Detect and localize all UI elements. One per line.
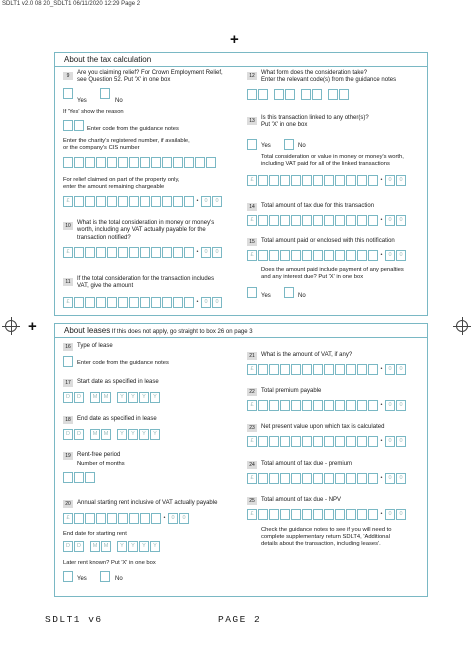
linked-total-note: Total consideration or value in money or money's worth, including VAT paid for all of the linked transactions [261,154,404,168]
question-text: Total amount paid or enclosed with this notification [261,238,395,244]
question-number: 17 [63,379,73,387]
yes-checkbox[interactable] [63,571,73,582]
tax-npv-boxes[interactable]: £ • 0 0 [247,509,407,520]
later-rent-note: Later rent known? Put 'X' in one box [63,560,156,566]
yes-label: Yes [261,293,271,299]
question-number: 16 [63,343,73,351]
no-label: No [298,143,306,149]
question-text: If the total consideration for the transaction includes VAT, give the amount [77,276,215,290]
linked-total-boxes[interactable]: £ • 0 0 [247,175,407,186]
question-text: Rent-free period [77,452,121,458]
question-text: What is the amount of VAT, if any? [261,352,353,358]
question-number: 14 [247,203,257,211]
end-date-boxes[interactable]: D D M M Y Y Y Y [63,429,161,440]
question-text: Start date as specified in lease [77,379,159,385]
tax-calculation-panel [54,52,428,316]
charity-note: Enter the charity's registered number, if available, or the company's CIS number [63,138,190,152]
annual-rent-boxes[interactable]: £ • 0 0 [63,513,190,524]
print-line: SDLT1 v2.0 08 20_SDLT1 06/11/2020 12:29 Page 2 [2,1,141,7]
question-number: 18 [63,416,73,424]
lease-code-note: Enter code from the guidance notes [77,360,169,366]
no-checkbox[interactable] [100,571,110,582]
yes-label: Yes [261,143,271,149]
question-text: Annual starting rent inclusive of VAT actually payable [77,500,218,506]
total-consideration-boxes[interactable]: £ • 0 0 [63,247,223,258]
question-number: 23 [247,424,257,432]
question-text: What form does the consideration take? Enter the relevant code(s) from the guidance notes [261,70,397,84]
no-label: No [115,98,123,104]
registration-crosshair-icon [456,320,468,332]
guidance-check-note: Check the guidance notes to see if you will need to complete supplementary return SDLT4, 'Additional details about the transaction, including leases'. [261,527,392,548]
question-text: What is the total consideration in money or money's worth, including any VAT actually payable for the transaction notified? [77,220,215,241]
question-number: 10 [63,222,73,230]
lease-vat-boxes[interactable]: £ • 0 0 [247,364,407,375]
question-number: 21 [247,352,257,360]
end-date-rent-note: End date for starting rent [63,531,127,537]
question-number: 25 [247,497,257,505]
relief-part-note: For relief claimed on part of the property only, enter the amount remaining chargeable [63,177,180,191]
question-text: End date as specified in lease [77,416,157,422]
question-text: Are you claiming relief? For Crown Employment Relief, see Question 52. Put 'X' in one box [77,70,223,84]
question-text: Total amount of tax due - premium [261,461,353,467]
yes-checkbox[interactable] [63,88,73,99]
page-number: PAGE 2 [218,614,262,625]
lease-type-box[interactable] [63,356,74,367]
tax-premium-boxes[interactable]: £ • 0 0 [247,473,407,484]
yes-checkbox[interactable] [247,139,257,150]
question-number: 19 [63,452,73,460]
question-number: 20 [63,500,73,508]
registration-plus-icon: + [230,31,239,48]
question-number: 24 [247,461,257,469]
section-title: About leases If this does not apply, go straight to box 26 on page 3 [55,324,427,338]
question-text: Total amount of tax due for this transaction [261,203,375,209]
amount-paid-boxes[interactable]: £ • 0 0 [247,250,407,261]
question-text: Total amount of tax due - NPV [261,497,342,503]
question-number: 22 [247,388,257,396]
yes-label: Yes [77,576,87,582]
question-number: 12 [247,72,257,80]
leases-panel [54,323,428,597]
question-number: 15 [247,238,257,246]
registration-crosshair-icon [5,320,17,332]
remaining-amount-boxes[interactable]: £ • 0 0 [63,196,223,207]
registration-plus-icon: + [28,318,37,335]
question-text: Type of lease [77,343,113,349]
enter-code-note: Enter code from the guidance notes [87,126,179,132]
penalties-note: Does the amount paid include payment of any penalties and any interest due? Put 'X' in one box [261,267,404,281]
tax-due-boxes[interactable]: £ • 0 0 [247,215,407,226]
no-checkbox[interactable] [100,88,110,99]
question-number: 9 [63,72,73,80]
npv-boxes[interactable]: £ • 0 0 [247,436,407,447]
no-label: No [115,576,123,582]
form-version: SDLT1 v6 [45,614,103,625]
consideration-code-boxes[interactable] [247,89,350,100]
if-yes-note: If 'Yes' show the reason [63,109,124,115]
yes-label: Yes [77,98,87,104]
question-number: 11 [63,278,73,286]
question-text: Is this transaction linked to any other(s)? Put 'X' in one box [261,115,369,129]
question-text: Total premium payable [261,388,322,394]
relief-code-boxes[interactable] [63,120,85,131]
rent-end-date-boxes[interactable]: D D M M Y Y Y Y [63,541,161,552]
yes-checkbox[interactable] [247,287,257,298]
months-note: Number of months [77,461,125,467]
charity-number-boxes[interactable] [63,157,217,168]
rent-free-months-boxes[interactable] [63,472,96,483]
question-text: Net present value upon which tax is calculated [261,424,385,430]
question-number: 13 [247,117,257,125]
section-title: About the tax calculation [55,53,427,67]
start-date-boxes[interactable]: D D M M Y Y Y Y [63,392,161,403]
no-checkbox[interactable] [284,139,294,150]
premium-boxes[interactable]: £ • 0 0 [247,400,407,411]
no-checkbox[interactable] [284,287,294,298]
no-label: No [298,293,306,299]
vat-amount-boxes[interactable]: £ • 0 0 [63,297,223,308]
